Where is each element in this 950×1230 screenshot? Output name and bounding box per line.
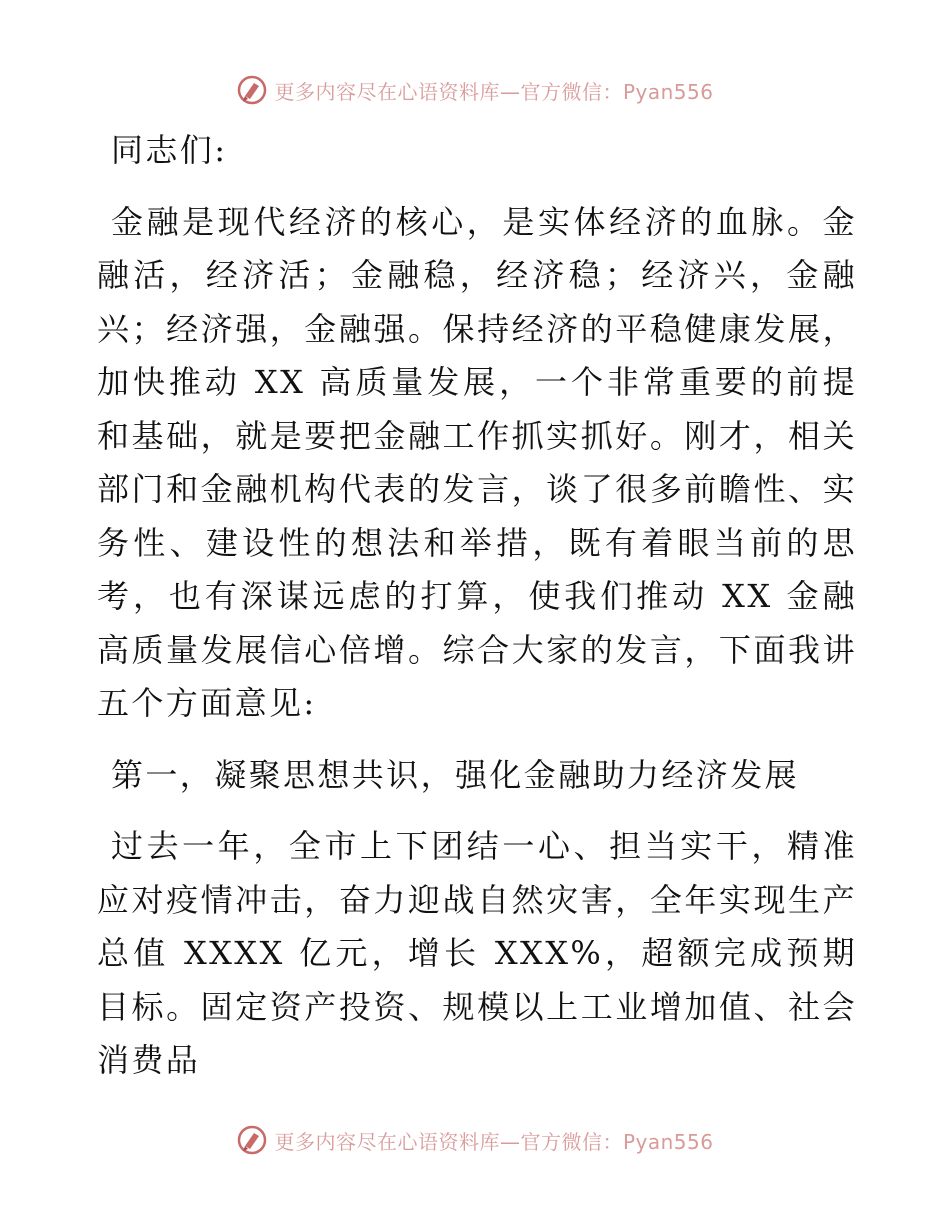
watermark-text: 更多内容尽在心语资料库—官方微信：Pyan556 [274,1129,714,1154]
paragraph-intro: 金融是现代经济的核心，是实体经济的血脉。金融活，经济活；金融稳，经济稳；经济兴，金融兴；经济强，金融强。保持经济的平稳健康发展，加快推动 XX 高质量发展，一个非常重要的前提和基础，就是要把金融工作抓实抓好。刚才，相关部门和金融机构代表的发言，谈了很多前瞻性、实务性、建设性的想法和举措，既有着眼当前的思考，也有深谋远虑的打算，使我们推动 XX 金融高质量发展信心倍增。综合大家的发言，下面我讲五个方面意见: [97,202,857,722]
watermark-text: 更多内容尽在心语资料库—官方微信：Pyan556 [274,79,714,104]
section-heading: 第一，凝聚思想共识，强化金融助力经济发展 [111,755,800,794]
logo-icon [236,1124,268,1156]
paragraph-body: 过去一年，全市上下团结一心、担当实干，精准应对疫情冲击，奋力迎战自然灾害，全年实现生产总值 XXXX 亿元，增长 XXX%，超额完成预期目标。固定资产投资、规模以上工业增加值、社会消费品 [97,827,857,1079]
document-body [97,124,857,1088]
watermark-footer [0,1120,950,1160]
salutation: 同志们: [111,131,228,169]
watermark-header [0,70,950,110]
logo-icon [236,74,268,106]
